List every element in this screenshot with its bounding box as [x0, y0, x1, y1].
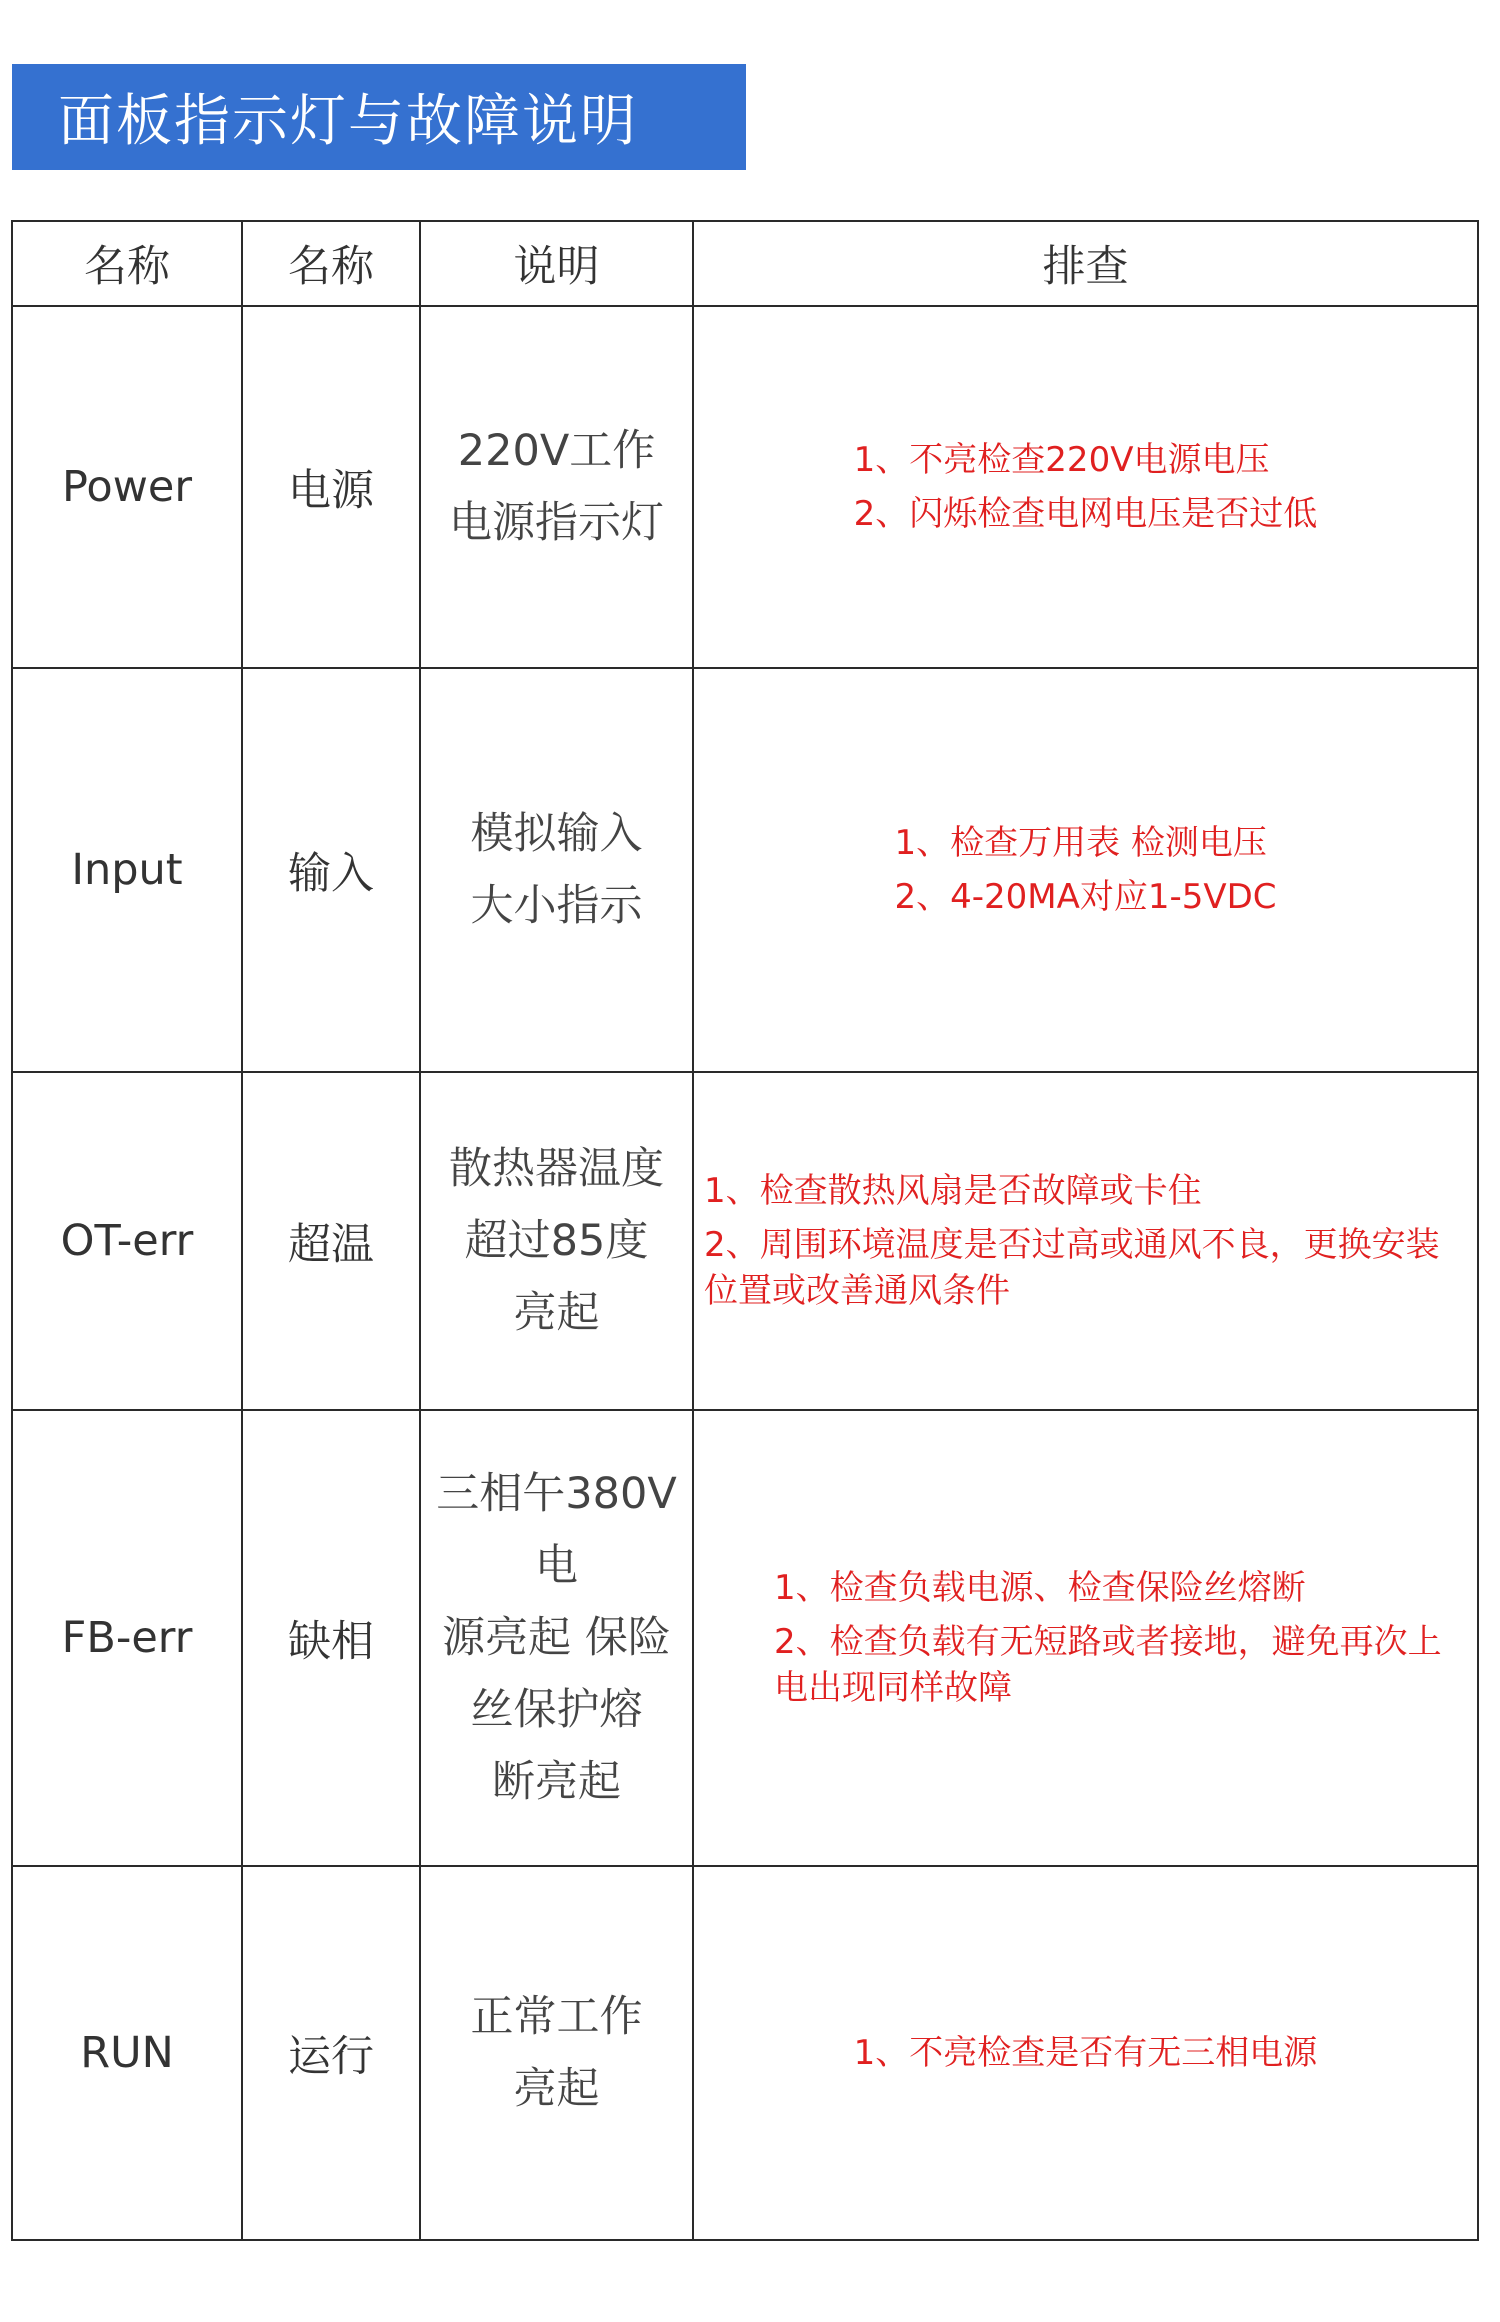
troubleshoot-item: 2、周围环境温度是否过高或通风不良，更换安装位置或改善通风条件: [704, 1225, 1440, 1311]
troubleshoot-item: 1、检查万用表 检测电压: [894, 823, 1267, 863]
indicator-description: 三相午380V电 源亮起 保险 丝保护熔 断亮起: [420, 1410, 693, 1866]
indicator-name-cn: 超温: [242, 1072, 420, 1410]
table-row: [12, 668, 1478, 1072]
indicator-name: FB-err: [12, 1410, 242, 1866]
troubleshoot-cell: [693, 668, 1478, 1072]
troubleshoot-item: 1、不亮检查220V电源电压: [853, 440, 1270, 480]
troubleshoot-item: 1、不亮检查是否有无三相电源: [853, 2033, 1318, 2073]
troubleshoot-list: [894, 812, 1276, 928]
troubleshoot-cell: [693, 1866, 1478, 2240]
indicator-name: OT-err: [12, 1072, 242, 1410]
table-header-row: [12, 221, 1478, 306]
troubleshoot-item: 2、检查负载有无短路或者接地，避免再次上电出现同样故障: [774, 1622, 1442, 1708]
indicator-name-cn: 输入: [242, 668, 420, 1072]
table-row: [12, 1866, 1478, 2240]
troubleshoot-list: [854, 429, 1318, 545]
troubleshoot-list: [694, 1565, 1477, 1711]
fault-table: [11, 220, 1479, 2241]
troubleshoot-cell: [693, 306, 1478, 668]
indicator-name: Power: [12, 306, 242, 668]
troubleshoot-list: [854, 2022, 1318, 2084]
indicator-description: 散热器温度 超过85度 亮起: [420, 1072, 693, 1410]
page-title: 面板指示灯与故障说明: [58, 89, 638, 154]
troubleshoot-item: 1、检查散热风扇是否故障或卡住: [704, 1171, 1202, 1211]
header-name-cn: 名称: [242, 221, 420, 306]
header-name: 名称: [12, 221, 242, 306]
table-row: [12, 1410, 1478, 1866]
indicator-name: RUN: [12, 1866, 242, 2240]
title-banner: [12, 64, 746, 170]
header-troubleshoot: 排查: [693, 221, 1478, 306]
indicator-description: 220V工作 电源指示灯: [420, 306, 693, 668]
indicator-name-cn: 运行: [242, 1866, 420, 2240]
indicator-name: Input: [12, 668, 242, 1072]
troubleshoot-item: 2、4-20MA对应1-5VDC: [894, 877, 1277, 917]
table-row: [12, 306, 1478, 668]
indicator-name-cn: 电源: [242, 306, 420, 668]
troubleshoot-list: [694, 1168, 1477, 1314]
troubleshoot-cell: [693, 1072, 1478, 1410]
table-row: [12, 1072, 1478, 1410]
header-description: 说明: [420, 221, 693, 306]
troubleshoot-item: 1、检查负载电源、检查保险丝熔断: [774, 1568, 1306, 1608]
indicator-name-cn: 缺相: [242, 1410, 420, 1866]
troubleshoot-cell: [693, 1410, 1478, 1866]
troubleshoot-item: 2、闪烁检查电网电压是否过低: [853, 494, 1318, 534]
indicator-description: 正常工作 亮起: [420, 1866, 693, 2240]
indicator-description: 模拟输入 大小指示: [420, 668, 693, 1072]
